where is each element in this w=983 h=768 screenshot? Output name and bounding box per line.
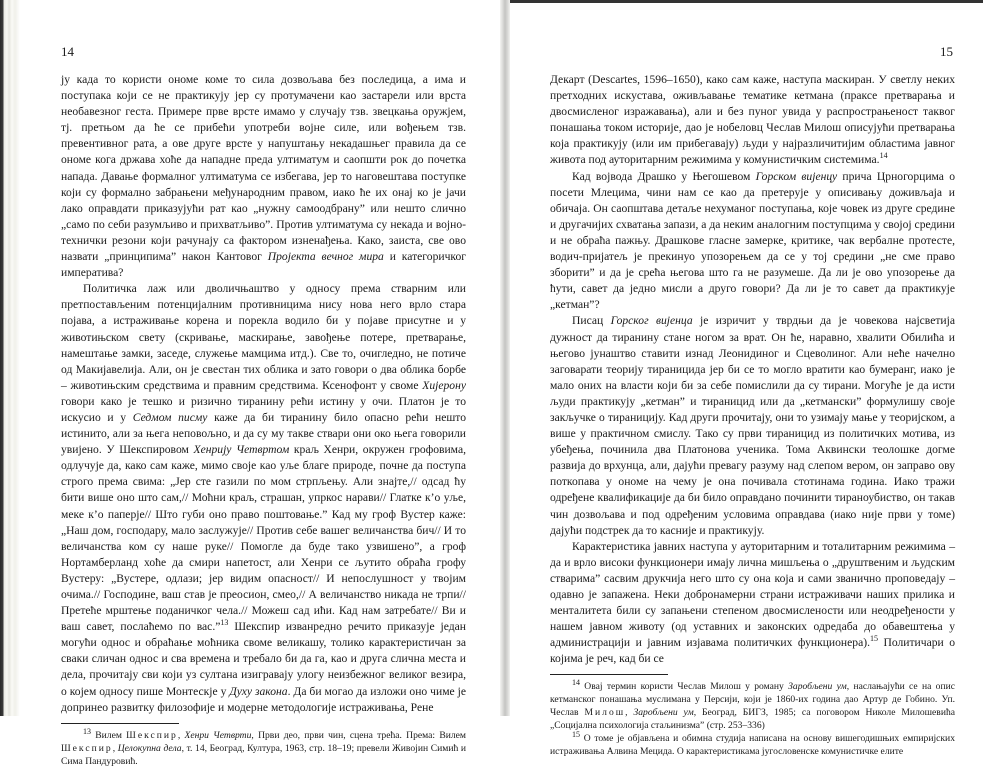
- text-run: , наслањајући се на опис кетманског понашања муслимана у Персији, који је 1860-их година дао Артур де Гобино. Уп. Чеслав: [550, 681, 955, 719]
- text-run: , т. 14, Београд, Култура, 1963, стр. 18–19; превели Живојин Симић и Сима Пандуровић.: [61, 742, 466, 767]
- paragraph: [550, 313, 955, 538]
- footnote-15: [550, 732, 955, 758]
- text-run: ,: [112, 742, 118, 754]
- text-run: и категоричког императива?: [61, 250, 466, 280]
- left-page-text: [61, 72, 466, 768]
- text-run: . Да би могао да изложи оно чиме је допринео развитку филозофије и модерне методологије истраживања, Рене: [61, 684, 466, 714]
- italic-title: Хенри Четврти: [184, 729, 252, 741]
- footnote-number: 15: [572, 730, 580, 740]
- text-run: краљ Хенри, окружен грофовима, одлучује да, како сам каже, мимо своје као уље благе природе, почне да поступа строго према свима: „Јер сте газили по мом стрпљењу. Али знајте,// одсад ћу бити више оно што сам,// Моћни краљ, страшан, упркос нарави// Глатке к’о уље, меке к’о паперје// Што губи оно право поштовање.” Кад му гроф Вустер каже: „Наш дом, господару, мало заслужује// Против себе вашег величанства бич// И то величанства ком су наше руке// Помогле да буде тако узвишено”, а гроф Нортамберланд хоће да смири напетост, али Хенри се љутито обраћа грофу Вустеру: „Вустере, одлази; јер видим опасност// И непослушност у твојим очима.// Господине, ваш став је преосион, смео,// А величанство никада не трпи// Претеће мрштење поданичког чела.// Можеш сад ићи. Кад нам затребате// Ви и ваш савет, послаћемо по вас.”: [61, 443, 466, 634]
- italic-title: Духу закона: [229, 684, 288, 698]
- italic-title: Горском вијенцу: [755, 169, 838, 183]
- footnote-reference[interactable]: 15: [870, 634, 878, 644]
- footnote-divider: [550, 674, 668, 675]
- text-run: каже да би тиранину било опасно рећи нешто истинито, али за њега неповољно, и да су му такве ствари они око њега говорили увијено. У Шекспировом: [61, 410, 466, 457]
- paragraph: [61, 72, 466, 281]
- text-run: ју када то користи ономе коме то сила дозвољава без последица, а има и поступака који се не практикују јер су протумачени као застарели или врста необавезног геста. Примере прве врсте имамо у случају тзв. звецкања оружјем, тј. претњом да ће се прибећи употреби војне силе, или вођењем тзв. превентивног рата, а ове друге врсте у напуштању некадашњег правила да се ономе кога држава хоће да нападне преда ултиматум и саопшти рок до почетка напада. Давање формалног ултиматума се избегава, јер то наговештава поступке који су формално забрањени међународним правом, иако ће их онај ко је јачи лако оправдати приказујући рат као „нужну самоодбрану” или нешто слично „само по себи разумљиво и прихватљиво”. Против ултиматума су некада и војно-технички резони који рачунају са фактором изненађења. Како, заиста, све ово назвати „принципима” након Кантовог: [61, 73, 466, 264]
- author-name: Милош: [584, 707, 626, 719]
- author-name: Шекспир: [126, 729, 178, 741]
- footnotes: [61, 726, 466, 768]
- text-run: О томе је објављена и обимна студија написана на основу вишегодишњих емпиријских истраживања Алвина Мецида. О карактеристикама југословенске комунистичке елите: [550, 733, 955, 758]
- paragraph: [550, 539, 955, 668]
- italic-title: Заробљени ум: [633, 707, 694, 719]
- italic-title: Седмом писму: [132, 410, 208, 424]
- text-run: прича Црногорцима о посети Млецима, чини нам се као да претерује у описивању доживљаја и обичаја. Он саопштава детаље нехуманог поступања, које човек из друге средине и другачијих схватања запази, а да неким аналогним поступцима у својој средини и не обраћа пажњу. Драшкове гласне замерке, критике, чак вербалне протесте, водич-пријатељ је прекинуо упозорењем да се у тој средини „не сме право зборити” и да је срећа његова што га не разумеше. Да ли је ово упозорење да ћути, савет да једно мисли а друго говори? Да ли је то савет да практикује „кетман”?: [550, 169, 956, 312]
- footnote-number: 14: [572, 678, 580, 688]
- footnote-number: 13: [83, 726, 91, 736]
- text-run: говори како је тешко и ризично тиранину рећи истину у очи. Платон је то искусио и у: [61, 394, 466, 424]
- italic-title: Хијерону: [422, 378, 466, 392]
- footnote-14: [550, 680, 955, 732]
- text-run: Вилем: [91, 729, 127, 741]
- text-run: Писац: [572, 314, 611, 328]
- right-page: [510, 0, 983, 758]
- text-run: је изричит у тврдњи да је човекова најсветија дужност да тиранину стане ногом за врат. Он ће, наравно, хвалити Обилића и његово јунаштво ставити изнад Леонидиног и Сцеволиног. Али неће начелно заговарати теорију тираницида јер би се то могло вратити као бумеранг, иако је мало оних на власти који би за себе помислили да су тирани. Могуће је да исти људи практикују „кетман” и тираницид или да „кетмански” формулишу своје закључке о тираницију. Кад други прочитају, они то узимају мање у теоријском, а више у практичном смислу. Тако су први тираницид из политичких мотива, из убеђења, починила два Платонова ученика. Тома Аквински теолошке догме развија до врхунца, али, дајући превагу разуму над слепом вером, он заправо ову поткопава у ономе на чему је она почивала стотинама година. Иако тражи одређене квалификације да би било оправдано починити тираноубиство, он такав чин дозвољава и под одређеним условима оправдава (иако није први у томе) дајући подстрек да то касније и практикују.: [550, 314, 955, 537]
- text-run: Декарт (Descartes, 1596–1650), како сам каже, наступа маскиран. У светлу неких претходних искустава, оживљавање тематике кетмана (праксе претварања и двосмисленог изражавања), али и без пуног увида у распрострањеност таквог понашања током историје, дао је нобеловц Чеслав Милош описујући претварања која практикују (или им прибегавају) људи у најразличитијим областима јавног живота под ауторитарним режимима у комунистичким системима.: [550, 73, 955, 167]
- text-run: , Београд, БИГЗ, 1985; са поговором Николе Милошевића „Социјална психологија стаљинизма” (стр. 253–336): [550, 707, 956, 732]
- italic-title: Целокупна дела: [117, 742, 182, 754]
- italic-title: Горског вијенца: [610, 314, 693, 328]
- page-number-right: 15: [940, 44, 953, 59]
- footnote-reference[interactable]: 14: [879, 151, 888, 161]
- book-gutter: [500, 0, 510, 716]
- text-run: , Први део, први чин, сцена трећа. Према: Вилем: [251, 729, 466, 741]
- text-run: ,: [625, 707, 634, 719]
- paragraph: [550, 169, 955, 314]
- page-number-left: 14: [61, 44, 74, 59]
- footnote-divider: [61, 723, 179, 724]
- paragraph: [550, 72, 955, 169]
- text-run: Политичари о којима је реч, кад би се: [550, 636, 955, 666]
- text-run: ,: [177, 729, 185, 741]
- author-name: Шекспир: [61, 742, 113, 754]
- right-page-text: [550, 72, 955, 758]
- italic-title: Пројекта вечног мира: [267, 250, 384, 264]
- text-run: Шекспир изванредно речито приказује један могући однос и обраћање моћника своме великашу, толико карактеристичан за сваки сличан однос и сва времена и требало би да га, као и друга слична места и дела, прочитају сви који уз султана изигравају улогу неизбежног великог везира, о којем односу пише Монтескје у: [61, 620, 466, 698]
- footnote-13: [61, 726, 466, 768]
- text-run: Карактеристика јавних наступа у ауторитарним и тоталитарним режимима – да и врло високи функционери имају лична мишљења о „друштвеним и људским стварима” сасвим друкчија него што су она која и сами званично проповедају – одавно је запажена. Неки добронамерни страни истраживачи наших прилика и менталитета били су запањени степеном двосмислености или неодређености у нашем јавном животу (од уставних и законских одредаба до обавештења у администрацији и јавним изјавама политичких функционера).: [550, 539, 955, 650]
- text-run: Кад војвода Драшко у Његошевом: [572, 169, 756, 183]
- footnote-reference[interactable]: 13: [220, 618, 229, 628]
- italic-title: Хенрију Четвртом: [193, 443, 290, 457]
- text-run: Политичка лаж или дволичњаштво у односу према стварним или претпостављеним потенцијалним противницима нису нова него врло стара појава, а истраживање корена и порекла водило би у појаве присутне и у животињском свету (скривање, маскирање, завођење потере, претварање, намештање замки, заседе, служење мамцима итд.). Све то, очигледно, не потиче од Макијавелија. Али, он је свестан тих облика и зато говори о два облика борбе – животињским средствима и правним средствима. Ксенофонт у своме: [61, 282, 466, 392]
- footnotes: [550, 680, 955, 758]
- scan-edge-left: [0, 0, 20, 716]
- text-run: Овај термин користи Чеслав Милош у роману: [580, 681, 789, 693]
- left-page: [20, 0, 500, 767]
- italic-title: Заробљени ум: [788, 681, 847, 693]
- paragraph: [61, 281, 466, 716]
